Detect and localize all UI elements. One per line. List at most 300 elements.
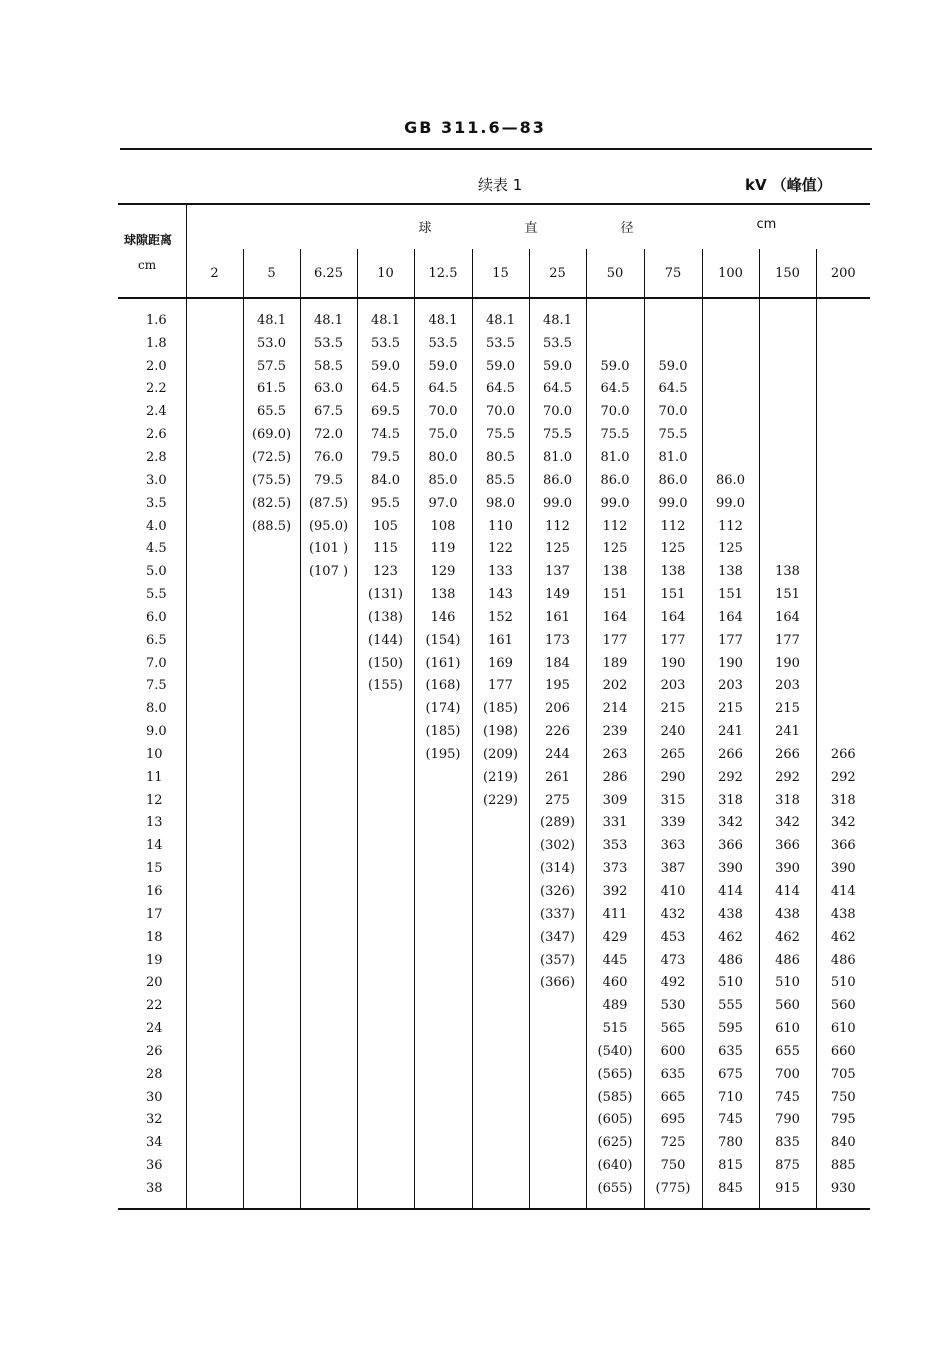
voltage-cell: 309 <box>586 789 644 812</box>
table-row <box>118 994 870 1017</box>
table-row <box>118 857 870 880</box>
table-row <box>118 606 870 629</box>
voltage-cell <box>186 629 243 652</box>
voltage-cell: 64.5 <box>357 378 414 401</box>
voltage-cell: 59.0 <box>414 355 472 378</box>
voltage-cell <box>300 880 357 903</box>
row-spacing-label: 10 <box>146 746 163 762</box>
voltage-cell <box>414 1177 472 1208</box>
voltage-cell: 177 <box>472 675 529 698</box>
voltage-cell <box>816 652 870 675</box>
voltage-cell <box>586 298 644 332</box>
voltage-cell: 80.0 <box>414 446 472 469</box>
voltage-cell: 266 <box>816 743 870 766</box>
voltage-cell: 53.0 <box>243 332 300 355</box>
voltage-cell <box>357 880 414 903</box>
row-spacing-label: 1.6 <box>146 312 167 328</box>
voltage-cell <box>186 652 243 675</box>
voltage-cell <box>300 789 357 812</box>
voltage-cell <box>243 560 300 583</box>
row-spacing-label: 3.5 <box>146 495 167 511</box>
diameter-heading-char-3: 径 <box>620 221 634 236</box>
voltage-cell <box>243 583 300 606</box>
voltage-cell: 64.5 <box>644 378 702 401</box>
voltage-cell <box>414 1154 472 1177</box>
voltage-cell: 414 <box>816 880 870 903</box>
voltage-cell <box>300 697 357 720</box>
voltage-cell <box>816 697 870 720</box>
voltage-cell: 915 <box>759 1177 816 1208</box>
voltage-cell: 750 <box>816 1086 870 1109</box>
voltage-cell: 48.1 <box>529 298 586 332</box>
voltage-cell: 342 <box>759 812 816 835</box>
voltage-cell <box>186 697 243 720</box>
row-spacing-label: 4.0 <box>146 518 167 534</box>
row-spacing-label: 16 <box>146 884 163 900</box>
voltage-cell: 203 <box>759 675 816 698</box>
voltage-cell: 665 <box>644 1086 702 1109</box>
voltage-cell <box>300 743 357 766</box>
voltage-cell <box>472 903 529 926</box>
voltage-cell: 875 <box>759 1154 816 1177</box>
voltage-cell <box>759 332 816 355</box>
voltage-cell <box>414 1063 472 1086</box>
voltage-cell <box>529 1177 586 1208</box>
voltage-cell: 112 <box>529 515 586 538</box>
voltage-cell <box>243 994 300 1017</box>
row-spacing-label: 22 <box>146 998 163 1014</box>
table-body <box>118 298 870 1208</box>
voltage-cell <box>186 766 243 789</box>
voltage-cell: 215 <box>644 697 702 720</box>
voltage-cell: (625) <box>586 1131 644 1154</box>
voltage-cell: 560 <box>816 994 870 1017</box>
voltage-cell: 530 <box>644 994 702 1017</box>
row-spacing-label: 14 <box>146 838 163 854</box>
voltage-cell <box>186 298 243 332</box>
voltage-cell: 565 <box>644 1017 702 1040</box>
voltage-cell <box>414 949 472 972</box>
voltage-cell <box>472 994 529 1017</box>
voltage-cell: (138) <box>357 606 414 629</box>
voltage-cell: 138 <box>759 560 816 583</box>
voltage-cell <box>529 1131 586 1154</box>
row-spacing-label: 19 <box>146 952 163 968</box>
diameter-header: 25 <box>529 249 586 298</box>
voltage-cell <box>300 1086 357 1109</box>
voltage-cell: 190 <box>702 652 759 675</box>
table-row <box>118 1131 870 1154</box>
voltage-cell: 151 <box>644 583 702 606</box>
voltage-cell <box>186 880 243 903</box>
row-spacing-label: 28 <box>146 1066 163 1082</box>
voltage-cell: 292 <box>816 766 870 789</box>
voltage-cell: (195) <box>414 743 472 766</box>
voltage-cell: 835 <box>759 1131 816 1154</box>
voltage-cell <box>186 675 243 698</box>
voltage-cell: 206 <box>529 697 586 720</box>
voltage-cell: (347) <box>529 926 586 949</box>
voltage-cell: (229) <box>472 789 529 812</box>
voltage-cell <box>300 1017 357 1040</box>
row-spacing-label: 12 <box>146 792 163 808</box>
voltage-cell <box>243 537 300 560</box>
voltage-cell: (107 ) <box>300 560 357 583</box>
row-spacing-label: 30 <box>146 1089 163 1105</box>
voltage-cell: 59.0 <box>644 355 702 378</box>
voltage-cell: 53.5 <box>472 332 529 355</box>
voltage-cell: (95.0) <box>300 515 357 538</box>
voltage-cell <box>759 515 816 538</box>
voltage-cell: 560 <box>759 994 816 1017</box>
voltage-cell: (357) <box>529 949 586 972</box>
table-row <box>118 1017 870 1040</box>
voltage-cell: 108 <box>414 515 472 538</box>
voltage-cell <box>243 743 300 766</box>
voltage-cell: (154) <box>414 629 472 652</box>
voltage-cell: 81.0 <box>644 446 702 469</box>
table-row <box>118 515 870 538</box>
voltage-cell <box>300 949 357 972</box>
voltage-cell: 64.5 <box>472 378 529 401</box>
voltage-cell: 48.1 <box>414 298 472 332</box>
voltage-cell <box>243 834 300 857</box>
voltage-cell <box>414 789 472 812</box>
voltage-cell: 275 <box>529 789 586 812</box>
voltage-cell: (640) <box>586 1154 644 1177</box>
voltage-cell <box>472 812 529 835</box>
voltage-cell: 72.0 <box>300 423 357 446</box>
table-row <box>118 560 870 583</box>
standard-number: GB 311.6—83 <box>404 118 546 137</box>
voltage-cell: 53.5 <box>300 332 357 355</box>
voltage-cell <box>186 857 243 880</box>
voltage-cell <box>186 1177 243 1208</box>
voltage-cell: 795 <box>816 1109 870 1132</box>
voltage-cell: 67.5 <box>300 400 357 423</box>
voltage-cell: (302) <box>529 834 586 857</box>
voltage-cell: 53.5 <box>414 332 472 355</box>
voltage-cell: 122 <box>472 537 529 560</box>
voltage-cell <box>414 1131 472 1154</box>
voltage-cell: 462 <box>759 926 816 949</box>
voltage-cell <box>702 446 759 469</box>
voltage-cell <box>186 720 243 743</box>
voltage-cell: 555 <box>702 994 759 1017</box>
voltage-cell: 725 <box>644 1131 702 1154</box>
voltage-cell <box>186 1154 243 1177</box>
voltage-cell: 59.0 <box>529 355 586 378</box>
voltage-cell: 75.5 <box>586 423 644 446</box>
spacing-column-header <box>118 204 186 298</box>
voltage-cell <box>186 355 243 378</box>
voltage-cell <box>186 834 243 857</box>
voltage-cell: (87.5) <box>300 492 357 515</box>
voltage-cell: 125 <box>702 537 759 560</box>
voltage-cell: (366) <box>529 971 586 994</box>
voltage-cell: (209) <box>472 743 529 766</box>
row-spacing-label: 2.0 <box>146 358 167 374</box>
voltage-cell <box>816 720 870 743</box>
voltage-cell <box>186 606 243 629</box>
table-row <box>118 971 870 994</box>
voltage-cell: 48.1 <box>357 298 414 332</box>
voltage-cell: 138 <box>586 560 644 583</box>
voltage-cell <box>300 583 357 606</box>
voltage-cell <box>186 1109 243 1132</box>
row-spacing-label: 4.5 <box>146 541 167 557</box>
voltage-cell: 710 <box>702 1086 759 1109</box>
voltage-cell: 86.0 <box>586 469 644 492</box>
voltage-cell <box>243 880 300 903</box>
voltage-cell: 366 <box>702 834 759 857</box>
voltage-cell: 99.0 <box>644 492 702 515</box>
voltage-unit: kV （峰值） <box>745 176 832 194</box>
voltage-cell <box>186 446 243 469</box>
table-row <box>118 903 870 926</box>
voltage-cell: 515 <box>586 1017 644 1040</box>
voltage-cell <box>186 537 243 560</box>
voltage-cell: 318 <box>759 789 816 812</box>
voltage-cell <box>186 743 243 766</box>
voltage-cell: 164 <box>702 606 759 629</box>
voltage-cell <box>702 400 759 423</box>
voltage-cell: 69.5 <box>357 400 414 423</box>
voltage-cell: 387 <box>644 857 702 880</box>
voltage-cell <box>357 789 414 812</box>
voltage-cell <box>243 720 300 743</box>
voltage-cell: 318 <box>816 789 870 812</box>
voltage-cell <box>300 926 357 949</box>
voltage-cell: 48.1 <box>472 298 529 332</box>
voltage-cell <box>529 1017 586 1040</box>
voltage-cell <box>357 949 414 972</box>
voltage-cell <box>300 766 357 789</box>
voltage-cell <box>300 812 357 835</box>
voltage-cell <box>186 1017 243 1040</box>
sparkover-voltage-table <box>118 203 870 1210</box>
voltage-cell: 112 <box>586 515 644 538</box>
voltage-cell: 930 <box>816 1177 870 1208</box>
voltage-cell <box>472 1086 529 1109</box>
table-row <box>118 1177 870 1208</box>
voltage-cell <box>414 994 472 1017</box>
voltage-cell: (326) <box>529 880 586 903</box>
voltage-cell: 75.5 <box>472 423 529 446</box>
voltage-cell: 195 <box>529 675 586 698</box>
voltage-cell <box>529 1086 586 1109</box>
voltage-cell <box>472 1040 529 1063</box>
voltage-cell: 75.0 <box>414 423 472 446</box>
voltage-cell <box>816 469 870 492</box>
voltage-cell: 414 <box>702 880 759 903</box>
voltage-cell <box>759 423 816 446</box>
table-row <box>118 298 870 332</box>
voltage-cell: 86.0 <box>644 469 702 492</box>
voltage-cell: 462 <box>702 926 759 949</box>
voltage-cell: (337) <box>529 903 586 926</box>
table-row <box>118 880 870 903</box>
voltage-cell <box>186 400 243 423</box>
voltage-cell: 86.0 <box>529 469 586 492</box>
voltage-cell <box>816 606 870 629</box>
voltage-cell: 486 <box>816 949 870 972</box>
voltage-cell <box>759 446 816 469</box>
table-row <box>118 789 870 812</box>
row-spacing-label: 24 <box>146 1021 163 1037</box>
voltage-cell <box>472 1109 529 1132</box>
voltage-cell: 445 <box>586 949 644 972</box>
voltage-cell: 74.5 <box>357 423 414 446</box>
table-row <box>118 1109 870 1132</box>
voltage-cell: 133 <box>472 560 529 583</box>
table-row <box>118 629 870 652</box>
voltage-cell <box>300 720 357 743</box>
table-row <box>118 834 870 857</box>
voltage-cell <box>243 1017 300 1040</box>
voltage-cell: 486 <box>759 949 816 972</box>
voltage-cell: (131) <box>357 583 414 606</box>
voltage-cell: 146 <box>414 606 472 629</box>
voltage-cell: (775) <box>644 1177 702 1208</box>
voltage-cell <box>759 469 816 492</box>
voltage-cell <box>472 1154 529 1177</box>
voltage-cell: 138 <box>644 560 702 583</box>
voltage-cell: 660 <box>816 1040 870 1063</box>
voltage-cell <box>243 1154 300 1177</box>
voltage-cell <box>816 378 870 401</box>
voltage-cell: 600 <box>644 1040 702 1063</box>
voltage-cell: 59.0 <box>357 355 414 378</box>
voltage-cell <box>243 629 300 652</box>
voltage-cell: (75.5) <box>243 469 300 492</box>
voltage-cell: 125 <box>529 537 586 560</box>
voltage-cell: (72.5) <box>243 446 300 469</box>
voltage-cell <box>300 1063 357 1086</box>
voltage-cell: (185) <box>472 697 529 720</box>
diameter-header: 150 <box>759 249 816 298</box>
voltage-cell: 48.1 <box>300 298 357 332</box>
voltage-cell <box>300 1131 357 1154</box>
row-spacing-label: 9.0 <box>146 724 167 740</box>
voltage-cell: 53.5 <box>357 332 414 355</box>
spacing-label: 球隙距离 <box>124 232 173 247</box>
voltage-cell <box>586 332 644 355</box>
voltage-cell <box>759 298 816 332</box>
voltage-cell: 202 <box>586 675 644 698</box>
voltage-cell <box>243 971 300 994</box>
voltage-cell <box>816 515 870 538</box>
voltage-cell: 290 <box>644 766 702 789</box>
voltage-cell: 57.5 <box>243 355 300 378</box>
voltage-cell <box>243 903 300 926</box>
voltage-cell: (88.5) <box>243 515 300 538</box>
voltage-cell <box>300 652 357 675</box>
voltage-cell: 410 <box>644 880 702 903</box>
voltage-cell <box>186 926 243 949</box>
voltage-cell <box>816 355 870 378</box>
voltage-cell <box>357 1040 414 1063</box>
voltage-cell: 189 <box>586 652 644 675</box>
voltage-cell: 99.0 <box>586 492 644 515</box>
table-caption: 续表 1 <box>478 176 523 194</box>
voltage-cell: 263 <box>586 743 644 766</box>
voltage-cell: 115 <box>357 537 414 560</box>
row-spacing-label: 32 <box>146 1112 163 1128</box>
voltage-cell: 81.0 <box>529 446 586 469</box>
voltage-cell: 85.0 <box>414 469 472 492</box>
voltage-cell: 177 <box>586 629 644 652</box>
voltage-cell: 315 <box>644 789 702 812</box>
voltage-cell <box>472 971 529 994</box>
voltage-cell: 138 <box>702 560 759 583</box>
voltage-cell: 700 <box>759 1063 816 1086</box>
voltage-cell <box>414 903 472 926</box>
voltage-cell <box>414 1109 472 1132</box>
voltage-cell: 164 <box>586 606 644 629</box>
voltage-cell: (219) <box>472 766 529 789</box>
table-row <box>118 1086 870 1109</box>
voltage-cell <box>243 652 300 675</box>
voltage-cell: 203 <box>702 675 759 698</box>
voltage-cell: (605) <box>586 1109 644 1132</box>
diameter-header: 50 <box>586 249 644 298</box>
diameter-header: 200 <box>816 249 870 298</box>
row-spacing-label: 26 <box>146 1043 163 1059</box>
diameter-header: 100 <box>702 249 759 298</box>
voltage-cell: 510 <box>702 971 759 994</box>
voltage-cell: 152 <box>472 606 529 629</box>
voltage-cell: 214 <box>586 697 644 720</box>
voltage-cell <box>243 926 300 949</box>
diameter-header: 75 <box>644 249 702 298</box>
voltage-cell <box>357 1154 414 1177</box>
voltage-cell: 462 <box>816 926 870 949</box>
voltage-cell: 119 <box>414 537 472 560</box>
table-row <box>118 332 870 355</box>
voltage-cell: 151 <box>759 583 816 606</box>
row-spacing-label: 1.8 <box>146 335 167 351</box>
voltage-cell <box>357 1017 414 1040</box>
voltage-cell: 110 <box>472 515 529 538</box>
voltage-cell <box>357 743 414 766</box>
voltage-cell: 80.5 <box>472 446 529 469</box>
voltage-cell: 105 <box>357 515 414 538</box>
voltage-cell <box>816 400 870 423</box>
voltage-cell: 655 <box>759 1040 816 1063</box>
row-spacing-label: 18 <box>146 929 163 945</box>
voltage-cell <box>759 537 816 560</box>
voltage-cell: 241 <box>702 720 759 743</box>
voltage-cell: (144) <box>357 629 414 652</box>
voltage-cell: 239 <box>586 720 644 743</box>
voltage-cell: 161 <box>529 606 586 629</box>
voltage-cell: 215 <box>702 697 759 720</box>
row-spacing-label: 13 <box>146 815 163 831</box>
voltage-cell: 129 <box>414 560 472 583</box>
voltage-cell <box>243 697 300 720</box>
voltage-cell: 64.5 <box>414 378 472 401</box>
row-spacing-label: 20 <box>146 975 163 991</box>
voltage-cell: 70.0 <box>414 400 472 423</box>
voltage-cell: 177 <box>644 629 702 652</box>
voltage-cell <box>243 812 300 835</box>
voltage-cell: (150) <box>357 652 414 675</box>
voltage-cell: 169 <box>472 652 529 675</box>
voltage-cell <box>300 857 357 880</box>
voltage-cell: 595 <box>702 1017 759 1040</box>
voltage-cell: 143 <box>472 583 529 606</box>
